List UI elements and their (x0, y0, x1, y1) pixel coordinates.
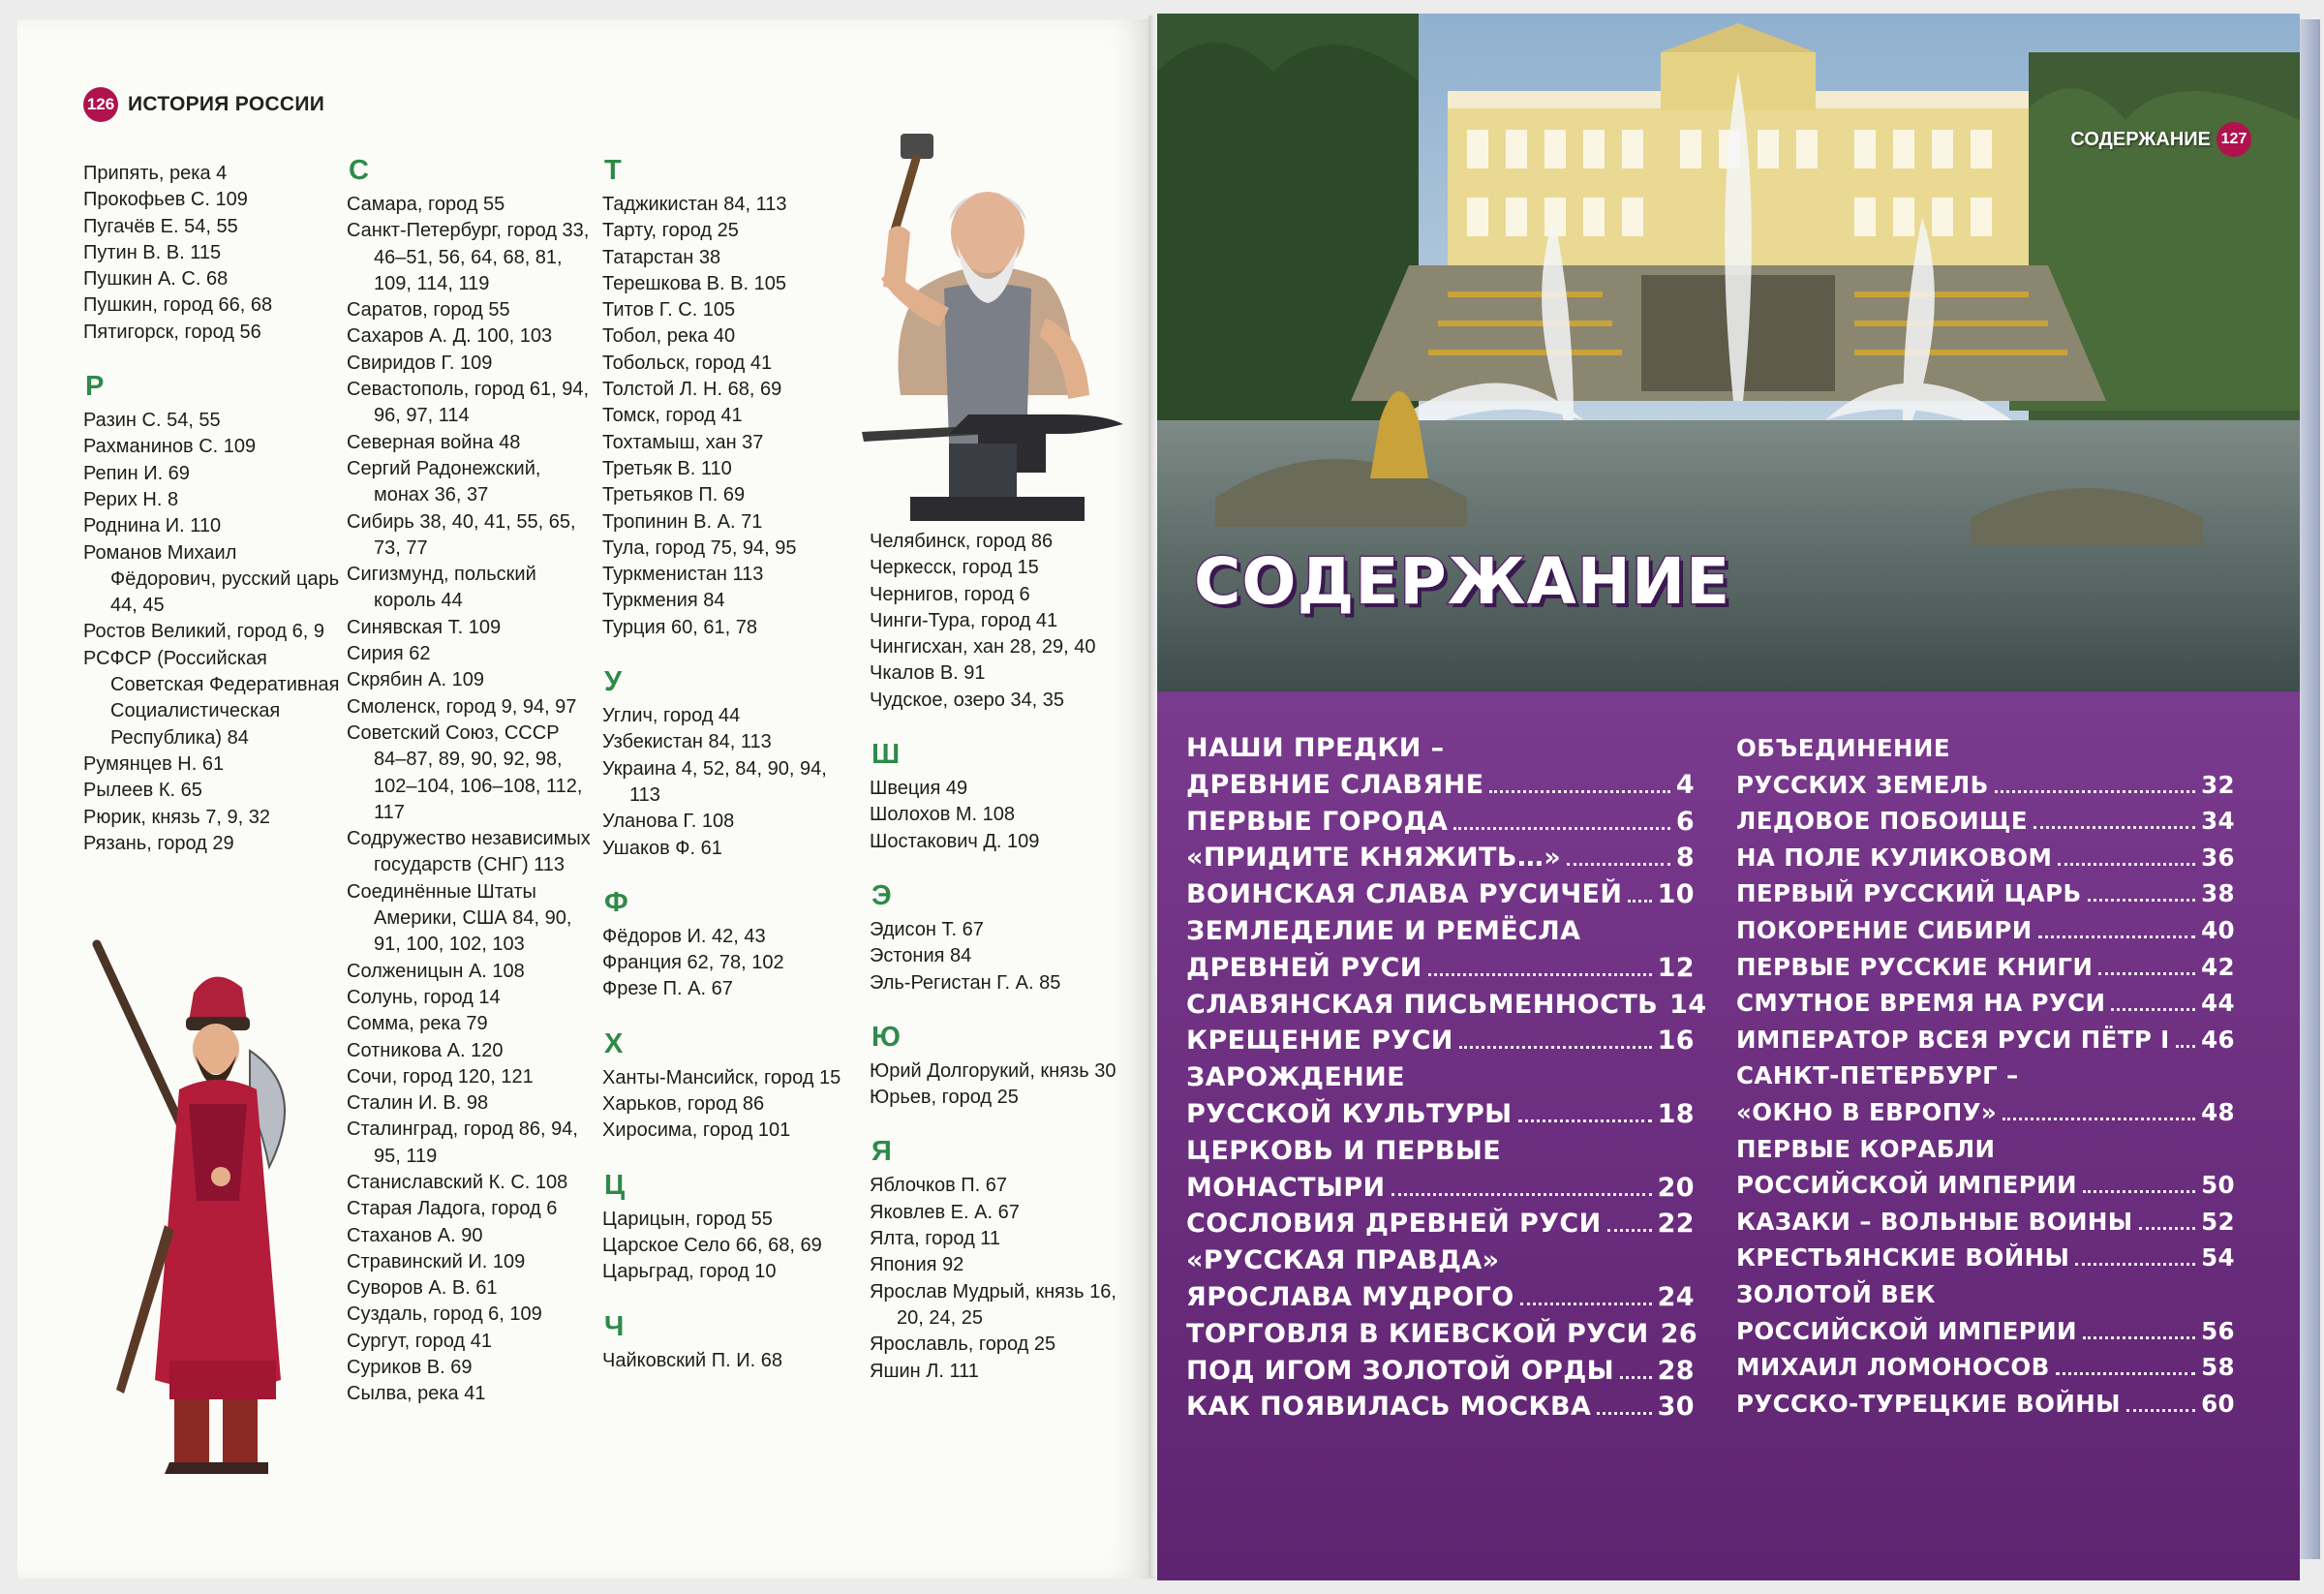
toc-dot-leader (2139, 1226, 2196, 1230)
toc-dot-leader (2088, 898, 2196, 902)
toc-item-title: ТОРГОВЛЯ В КИЕВСКОЙ РУСИ (1186, 1318, 1649, 1349)
index-entry: Узбекистан 84, 113 (602, 731, 772, 753)
toc-item[interactable] (1736, 1094, 2235, 1131)
toc-item-line: ЗОЛОТОЙ ВЕК (1736, 1279, 1936, 1308)
toc-item-page: 60 (2201, 1389, 2235, 1418)
index-entry: Сергий Радонежский, монах 36, 37 (347, 457, 541, 506)
index-entry: Татарстан 38 (602, 246, 721, 268)
index-entry: Сталин И. В. 98 (347, 1092, 489, 1115)
index-entry: Чудское, озеро 34, 35 (870, 689, 1065, 711)
index-entry: Терешкова В. В. 105 (602, 272, 786, 294)
toc-dot-leader (2038, 935, 2195, 938)
index-entry: Пушкин, город 66, 68 (83, 294, 273, 317)
toc-item-title: МИХАИЛ ЛОМОНОСОВ (1736, 1353, 2050, 1382)
toc-item-line: ПЕРВЫЕ КОРАБЛИ (1736, 1134, 1996, 1163)
toc-item-title: КРЕЩЕНИЕ РУСИ (1186, 1026, 1453, 1057)
toc-item-page: 4 (1675, 769, 1695, 800)
index-entry: Стаханов А. 90 (347, 1224, 483, 1246)
toc-item-page: 40 (2201, 915, 2235, 944)
toc-item-page: 50 (2201, 1171, 2235, 1200)
index-entry: Шолохов М. 108 (870, 804, 1016, 826)
toc-item-title: ДРЕВНЕЙ РУСИ (1186, 952, 1422, 983)
index-entry: Сталинград, город 86, 94, 95, 119 (347, 1119, 578, 1167)
index-letter-heading: Ш (872, 739, 901, 771)
index-entry: Саратов, город 55 (347, 299, 510, 322)
toc-item[interactable] (1186, 767, 1695, 804)
toc-dot-leader (1597, 1411, 1651, 1415)
index-entry: Царьград, город 10 (602, 1261, 777, 1283)
index-entry: Чернигов, город 6 (870, 583, 1030, 605)
index-entry: Тохтамыш, хан 37 (602, 431, 764, 453)
index-entry: Фрезе П. А. 67 (602, 978, 733, 1000)
toc-item[interactable] (1186, 1096, 1695, 1133)
index-entry: Сигизмунд, польский король 44 (347, 564, 536, 612)
toc-dot-leader (1520, 1302, 1652, 1305)
index-entry: Туркмения 84 (602, 590, 725, 612)
toc-item-title: ЯРОСЛАВА МУДРОГО (1186, 1281, 1514, 1312)
index-entry: Романов Михаил Фёдорович, русский царь 44, 45 (83, 541, 340, 617)
index-entry: Таджикистан 84, 113 (602, 194, 787, 215)
right-page-header-title: СОДЕРЖАНИЕ (2070, 128, 2211, 150)
toc-item[interactable] (1186, 1023, 1695, 1059)
toc-item-title: РУССКОЙ КУЛЬТУРЫ (1186, 1098, 1513, 1129)
left-page-number: 126 (83, 87, 118, 122)
index-entry: Рерих Н. 8 (83, 488, 179, 510)
toc-dot-leader (2075, 1262, 2195, 1266)
index-entry: Солженицын А. 108 (347, 960, 525, 982)
index-entry: Яшин Л. 111 (870, 1360, 979, 1382)
toc-item-page: 16 (1657, 1026, 1695, 1057)
toc-item[interactable] (1186, 987, 1707, 1024)
toc-item-page: 8 (1675, 843, 1695, 874)
index-column-4 (870, 529, 1123, 1385)
index-entry: Яковлев Е. А. 67 (870, 1201, 1020, 1223)
index-entry: Царское Село 66, 68, 69 (602, 1234, 822, 1256)
index-entry: Севастополь, город 61, 94, 96, 97, 114 (347, 379, 590, 427)
toc-item-title: ЛЕДОВОЕ ПОБОИЩЕ (1736, 807, 2029, 836)
index-entry: Япония 92 (870, 1254, 964, 1276)
toc-dot-leader (2003, 1117, 2195, 1120)
index-letter-heading: Ю (872, 1021, 901, 1053)
table-of-contents (1157, 691, 2300, 1580)
toc-item-page: 38 (2201, 879, 2235, 908)
toc-column-left (1186, 730, 1707, 1425)
index-entry: Санкт-Петербург, город 33, 46–51, 56, 64, 68, 81, 109, 114, 119 (347, 220, 590, 294)
toc-item-line: НАШИ ПРЕДКИ – (1186, 733, 1445, 763)
toc-item-line: «РУССКАЯ ПРАВДА» (1186, 1245, 1500, 1276)
toc-dot-leader (1518, 1119, 1652, 1122)
index-entry: Яблочков П. 67 (870, 1175, 1008, 1197)
right-page-number: 127 (2217, 122, 2251, 157)
toc-item[interactable] (1736, 875, 2235, 912)
toc-item[interactable] (1186, 1353, 1695, 1390)
toc-item-line: ЗЕМЛЕДЕЛИЕ И РЕМЁСЛА (1186, 915, 1581, 946)
index-entry: Сотникова А. 120 (347, 1039, 504, 1061)
index-entry: Солунь, город 14 (347, 986, 501, 1008)
toc-item[interactable] (1186, 1206, 1695, 1242)
index-entry: Третьяков П. 69 (602, 484, 746, 506)
toc-item[interactable] (1736, 949, 2235, 986)
toc-item-page: 48 (2201, 1097, 2235, 1126)
index-column-3 (602, 155, 849, 1374)
index-entry: Хиросима, город 101 (602, 1119, 791, 1142)
index-entry: Пушкин А. С. 68 (83, 268, 229, 291)
index-entry: Старая Ладога, город 6 (347, 1198, 558, 1220)
index-entry: Северная война 48 (347, 431, 521, 453)
index-entry: Скрябин А. 109 (347, 669, 484, 691)
index-entry: Прокофьев С. 109 (83, 189, 248, 211)
index-entry: Туркменистан 113 (602, 564, 764, 586)
index-entry: Украина 4, 52, 84, 90, 94, 113 (602, 757, 827, 806)
toc-item-title: ВОИНСКАЯ СЛАВА РУСИЧЕЙ (1186, 879, 1623, 910)
toc-dot-leader (2056, 1371, 2195, 1375)
toc-item-page: 42 (2201, 952, 2235, 981)
toc-dot-leader (2034, 825, 2195, 829)
toc-item-page: 36 (2201, 843, 2235, 872)
index-entry: Стравинский И. 109 (347, 1250, 526, 1272)
index-letter-heading: Ф (604, 886, 628, 918)
index-entry: Соединённые Штаты Америки, США 84, 90, 91, 100, 102, 103 (347, 880, 572, 956)
toc-item-page: 30 (1657, 1392, 1695, 1423)
toc-item[interactable] (1736, 1313, 2235, 1350)
index-entry: Суворов А. В. 61 (347, 1277, 498, 1300)
index-entry: Томск, город 41 (602, 405, 743, 427)
index-entry: Сургут, город 41 (347, 1330, 492, 1352)
contents-title: СОДЕРЖАНИЕ (1194, 544, 1731, 619)
index-entry: Чинги-Тура, город 41 (870, 609, 1058, 631)
index-entry: Сомма, река 79 (347, 1013, 488, 1035)
index-entry: Сирия 62 (347, 643, 431, 665)
toc-item-page: 58 (2201, 1353, 2235, 1382)
index-entry: Черкесск, город 15 (870, 557, 1039, 579)
index-entry: Тропинин В. А. 71 (602, 510, 763, 533)
index-entry: Ярослав Мудрый, князь 16, 20, 24, 25 (870, 1280, 1116, 1329)
toc-item-line: ЦЕРКОВЬ И ПЕРВЫЕ (1186, 1135, 1502, 1166)
toc-dot-leader (1489, 789, 1669, 793)
toc-item-title: ПЕРВЫЕ ГОРОДА (1186, 806, 1449, 837)
toc-item-line: САНКТ-ПЕТЕРБУРГ – (1736, 1061, 2019, 1090)
toc-item-line: ЗАРОЖДЕНИЕ (1186, 1062, 1405, 1093)
toc-item[interactable] (1736, 840, 2235, 876)
toc-item-page: 56 (2201, 1316, 2235, 1345)
toc-item[interactable] (1186, 1316, 1698, 1353)
index-entry: Сибирь 38, 40, 41, 55, 65, 73, 77 (347, 510, 576, 559)
right-page-header (2070, 122, 2251, 157)
toc-item[interactable] (1186, 950, 1695, 987)
toc-dot-leader (2083, 1335, 2195, 1339)
toc-item-page: 6 (1675, 806, 1695, 837)
index-entry: Синявская Т. 109 (347, 616, 502, 638)
toc-column-right (1736, 730, 2235, 1422)
toc-item-title: РОССИЙСКОЙ ИМПЕРИИ (1736, 1171, 2077, 1200)
toc-item-page: 32 (2201, 770, 2235, 799)
index-entry: Рюрик, князь 7, 9, 32 (83, 806, 270, 828)
left-page-header (83, 87, 324, 122)
toc-item-title: ПОКОРЕНИЕ СИБИРИ (1736, 915, 2033, 944)
index-entry: Пятигорск, город 56 (83, 321, 261, 343)
toc-dot-leader (2083, 1189, 2195, 1193)
toc-dot-leader (2176, 1044, 2195, 1048)
toc-item-title: ПЕРВЫЙ РУССКИЙ ЦАРЬ (1736, 879, 2082, 908)
index-entry: Челябинск, город 86 (870, 531, 1054, 552)
toc-dot-leader (1567, 862, 1670, 866)
index-letter-heading: С (349, 155, 369, 186)
index-entry: Тула, город 75, 94, 95 (602, 536, 797, 559)
toc-dot-leader (1428, 972, 1652, 976)
toc-item[interactable] (1186, 804, 1695, 841)
index-column-1 (83, 161, 345, 857)
toc-item[interactable] (1736, 1240, 2235, 1276)
toc-item-page: 44 (2201, 989, 2235, 1018)
index-entry: РСФСР (Российская Советская Федеративная Социалистическая Республика) 84 (83, 647, 340, 749)
toc-item-page: 18 (1657, 1098, 1695, 1129)
toc-dot-leader (2098, 971, 2195, 975)
index-entry: Ялта, город 11 (870, 1228, 1001, 1250)
toc-item-title: КРЕСТЬЯНСКИЕ ВОЙНЫ (1736, 1243, 2070, 1272)
index-entry: Ушаков Ф. 61 (602, 837, 722, 859)
toc-item-line: ОБЪЕДИНЕНИЕ (1736, 734, 1950, 762)
toc-dot-leader (1607, 1228, 1652, 1232)
toc-item-title: РУССКО-ТУРЕЦКИЕ ВОЙНЫ (1736, 1389, 2121, 1418)
index-entry: Свиридов Г. 109 (347, 352, 493, 374)
index-entry: Ханты-Мансийск, город 15 (602, 1066, 841, 1088)
toc-item[interactable] (1186, 1170, 1695, 1207)
toc-item[interactable] (1186, 1279, 1695, 1316)
toc-dot-leader (2126, 1408, 2195, 1412)
toc-item-page: 12 (1657, 952, 1695, 983)
blacksmith-illustration (852, 124, 1143, 531)
index-letter-heading: Э (872, 879, 892, 911)
toc-dot-leader (1459, 1045, 1652, 1049)
index-letter-heading: У (604, 666, 623, 698)
toc-item[interactable] (1736, 1022, 2235, 1058)
index-entry: Фёдоров И. 42, 43 (602, 925, 766, 947)
index-entry: Ростов Великий, город 6, 9 (83, 621, 325, 643)
toc-dot-leader (1391, 1192, 1652, 1196)
toc-dot-leader (1620, 1375, 1652, 1379)
toc-dot-leader (1995, 789, 2195, 793)
index-entry: Царицын, город 55 (602, 1208, 773, 1230)
toc-item[interactable] (1186, 876, 1695, 913)
index-column-2 (347, 155, 596, 1408)
toc-item-title: СЛАВЯНСКАЯ ПИСЬМЕННОСТЬ (1186, 989, 1659, 1020)
toc-item-title: «ОКНО В ЕВРОПУ» (1736, 1097, 1998, 1126)
toc-dot-leader (1453, 826, 1670, 830)
index-letter-heading: Р (85, 371, 105, 403)
index-entry: Ярославль, город 25 (870, 1333, 1056, 1356)
index-entry: Пугачёв Е. 54, 55 (83, 215, 238, 237)
index-entry: Самара, город 55 (347, 194, 505, 215)
toc-item[interactable] (1186, 1389, 1695, 1425)
index-entry: Чайковский П. И. 68 (602, 1349, 782, 1371)
index-entry: Углич, город 44 (602, 705, 741, 727)
index-entry: Тобол, река 40 (602, 325, 736, 348)
toc-dot-leader (2111, 1007, 2195, 1011)
left-page-title: ИСТОРИЯ РОССИИ (128, 93, 325, 115)
toc-item-page: 24 (1657, 1281, 1695, 1312)
streltsy-soldier-illustration (77, 935, 329, 1487)
index-entry: Швеция 49 (870, 778, 968, 800)
index-entry: Рязань, город 29 (83, 832, 234, 854)
toc-item-title: СМУТНОЕ ВРЕМЯ НА РУСИ (1736, 989, 2106, 1018)
index-entry: Уланова Г. 108 (602, 811, 735, 833)
index-entry: Припять, река 4 (83, 163, 228, 184)
toc-item[interactable] (1736, 1349, 2235, 1386)
toc-dot-leader (1628, 899, 1651, 903)
toc-item[interactable] (1736, 1204, 2235, 1241)
index-entry: Сочи, город 120, 121 (347, 1065, 534, 1088)
toc-item-title: РОССИЙСКОЙ ИМПЕРИИ (1736, 1316, 2077, 1345)
index-letter-heading: Т (604, 155, 622, 186)
toc-item-title: КАК ПОЯВИЛАСЬ МОСКВА (1186, 1392, 1592, 1423)
index-entry: Тарту, город 25 (602, 220, 739, 242)
index-entry: Эстония 84 (870, 945, 972, 967)
index-entry: Турция 60, 61, 78 (602, 616, 757, 638)
toc-item[interactable] (1186, 840, 1695, 876)
index-entry: Толстой Л. Н. 68, 69 (602, 379, 782, 401)
toc-item-title: РУССКИХ ЗЕМЕЛЬ (1736, 770, 1989, 799)
toc-item-title: СОСЛОВИЯ ДРЕВНЕЙ РУСИ (1186, 1209, 1602, 1240)
index-entry: Суздаль, город 6, 109 (347, 1303, 542, 1326)
toc-item-title: ИМПЕРАТОР ВСЕЯ РУСИ ПЁТР I (1736, 1025, 2170, 1054)
index-entry: Чингисхан, хан 28, 29, 40 (870, 636, 1096, 659)
toc-item[interactable] (1736, 803, 2235, 840)
index-entry: Содружество независимых государств (СНГ) 113 (347, 828, 591, 876)
index-entry: Рылеев К. 65 (83, 780, 202, 802)
index-entry: Смоленск, город 9, 94, 97 (347, 695, 577, 718)
index-entry: Эль-Регистан Г. А. 85 (870, 971, 1061, 994)
toc-item-page: 46 (2201, 1025, 2235, 1054)
toc-item[interactable] (1736, 1167, 2235, 1204)
toc-item-page: 54 (2201, 1243, 2235, 1272)
toc-item[interactable] (1736, 767, 2235, 804)
toc-item-page: 20 (1657, 1172, 1695, 1203)
index-entry: Шостакович Д. 109 (870, 830, 1040, 852)
toc-item-title: ПЕРВЫЕ РУССКИЕ КНИГИ (1736, 952, 2094, 981)
index-letter-heading: Ц (604, 1169, 626, 1201)
index-entry: Станиславский К. С. 108 (347, 1171, 568, 1193)
toc-item-title: ДРЕВНИЕ СЛАВЯНЕ (1186, 769, 1484, 800)
index-entry: Румянцев Н. 61 (83, 752, 225, 775)
index-letter-heading: Ч (604, 1310, 625, 1342)
toc-item-page: 52 (2201, 1207, 2235, 1236)
toc-item-title: ПОД ИГОМ ЗОЛОТОЙ ОРДЫ (1186, 1355, 1615, 1386)
index-letter-heading: Я (872, 1136, 892, 1168)
index-entry: Рахманинов С. 109 (83, 436, 257, 458)
index-entry: Чкалов В. 91 (870, 662, 986, 685)
index-entry: Сахаров А. Д. 100, 103 (347, 325, 553, 348)
toc-item-title: «ПРИДИТЕ КНЯЖИТЬ…» (1186, 843, 1562, 874)
index-entry: Репин И. 69 (83, 462, 190, 484)
toc-item-page: 34 (2201, 807, 2235, 836)
index-entry: Разин С. 54, 55 (83, 410, 221, 432)
index-entry: Роднина И. 110 (83, 515, 222, 537)
index-entry: Путин В. В. 115 (83, 241, 222, 263)
toc-item-title: КАЗАКИ – ВОЛЬНЫЕ ВОИНЫ (1736, 1207, 2133, 1236)
index-entry: Тобольск, город 41 (602, 352, 773, 374)
toc-item[interactable] (1736, 912, 2235, 949)
right-page (1157, 14, 2300, 1580)
index-entry: Советский Союз, СССР 84–87, 89, 90, 92, 98, 102–104, 106–108, 112, 117 (347, 721, 583, 823)
toc-item-page: 22 (1657, 1209, 1695, 1240)
toc-dot-leader (2058, 862, 2195, 866)
index-entry: Титов Г. С. 105 (602, 299, 736, 322)
toc-item-title: МОНАСТЫРИ (1186, 1172, 1386, 1203)
index-entry: Третьяк В. 110 (602, 457, 732, 479)
index-entry: Юрий Долгорукий, князь 30 (870, 1059, 1116, 1082)
index-entry: Юрьев, город 25 (870, 1087, 1019, 1109)
index-letter-heading: Х (604, 1027, 624, 1059)
index-entry: Франция 62, 78, 102 (602, 952, 784, 974)
toc-item-page: 28 (1657, 1355, 1695, 1386)
toc-item[interactable] (1736, 1386, 2235, 1423)
index-entry: Сылва, река 41 (347, 1383, 486, 1405)
toc-item-title: НА ПОЛЕ КУЛИКОВОМ (1736, 843, 2053, 872)
index-entry: Суриков В. 69 (347, 1357, 473, 1379)
toc-item-page: 14 (1669, 989, 1707, 1020)
toc-item-page: 26 (1660, 1318, 1698, 1349)
index-entry: Эдисон Т. 67 (870, 918, 984, 940)
toc-item[interactable] (1736, 985, 2235, 1022)
toc-item-page: 10 (1657, 879, 1695, 910)
index-entry: Харьков, город 86 (602, 1093, 765, 1116)
